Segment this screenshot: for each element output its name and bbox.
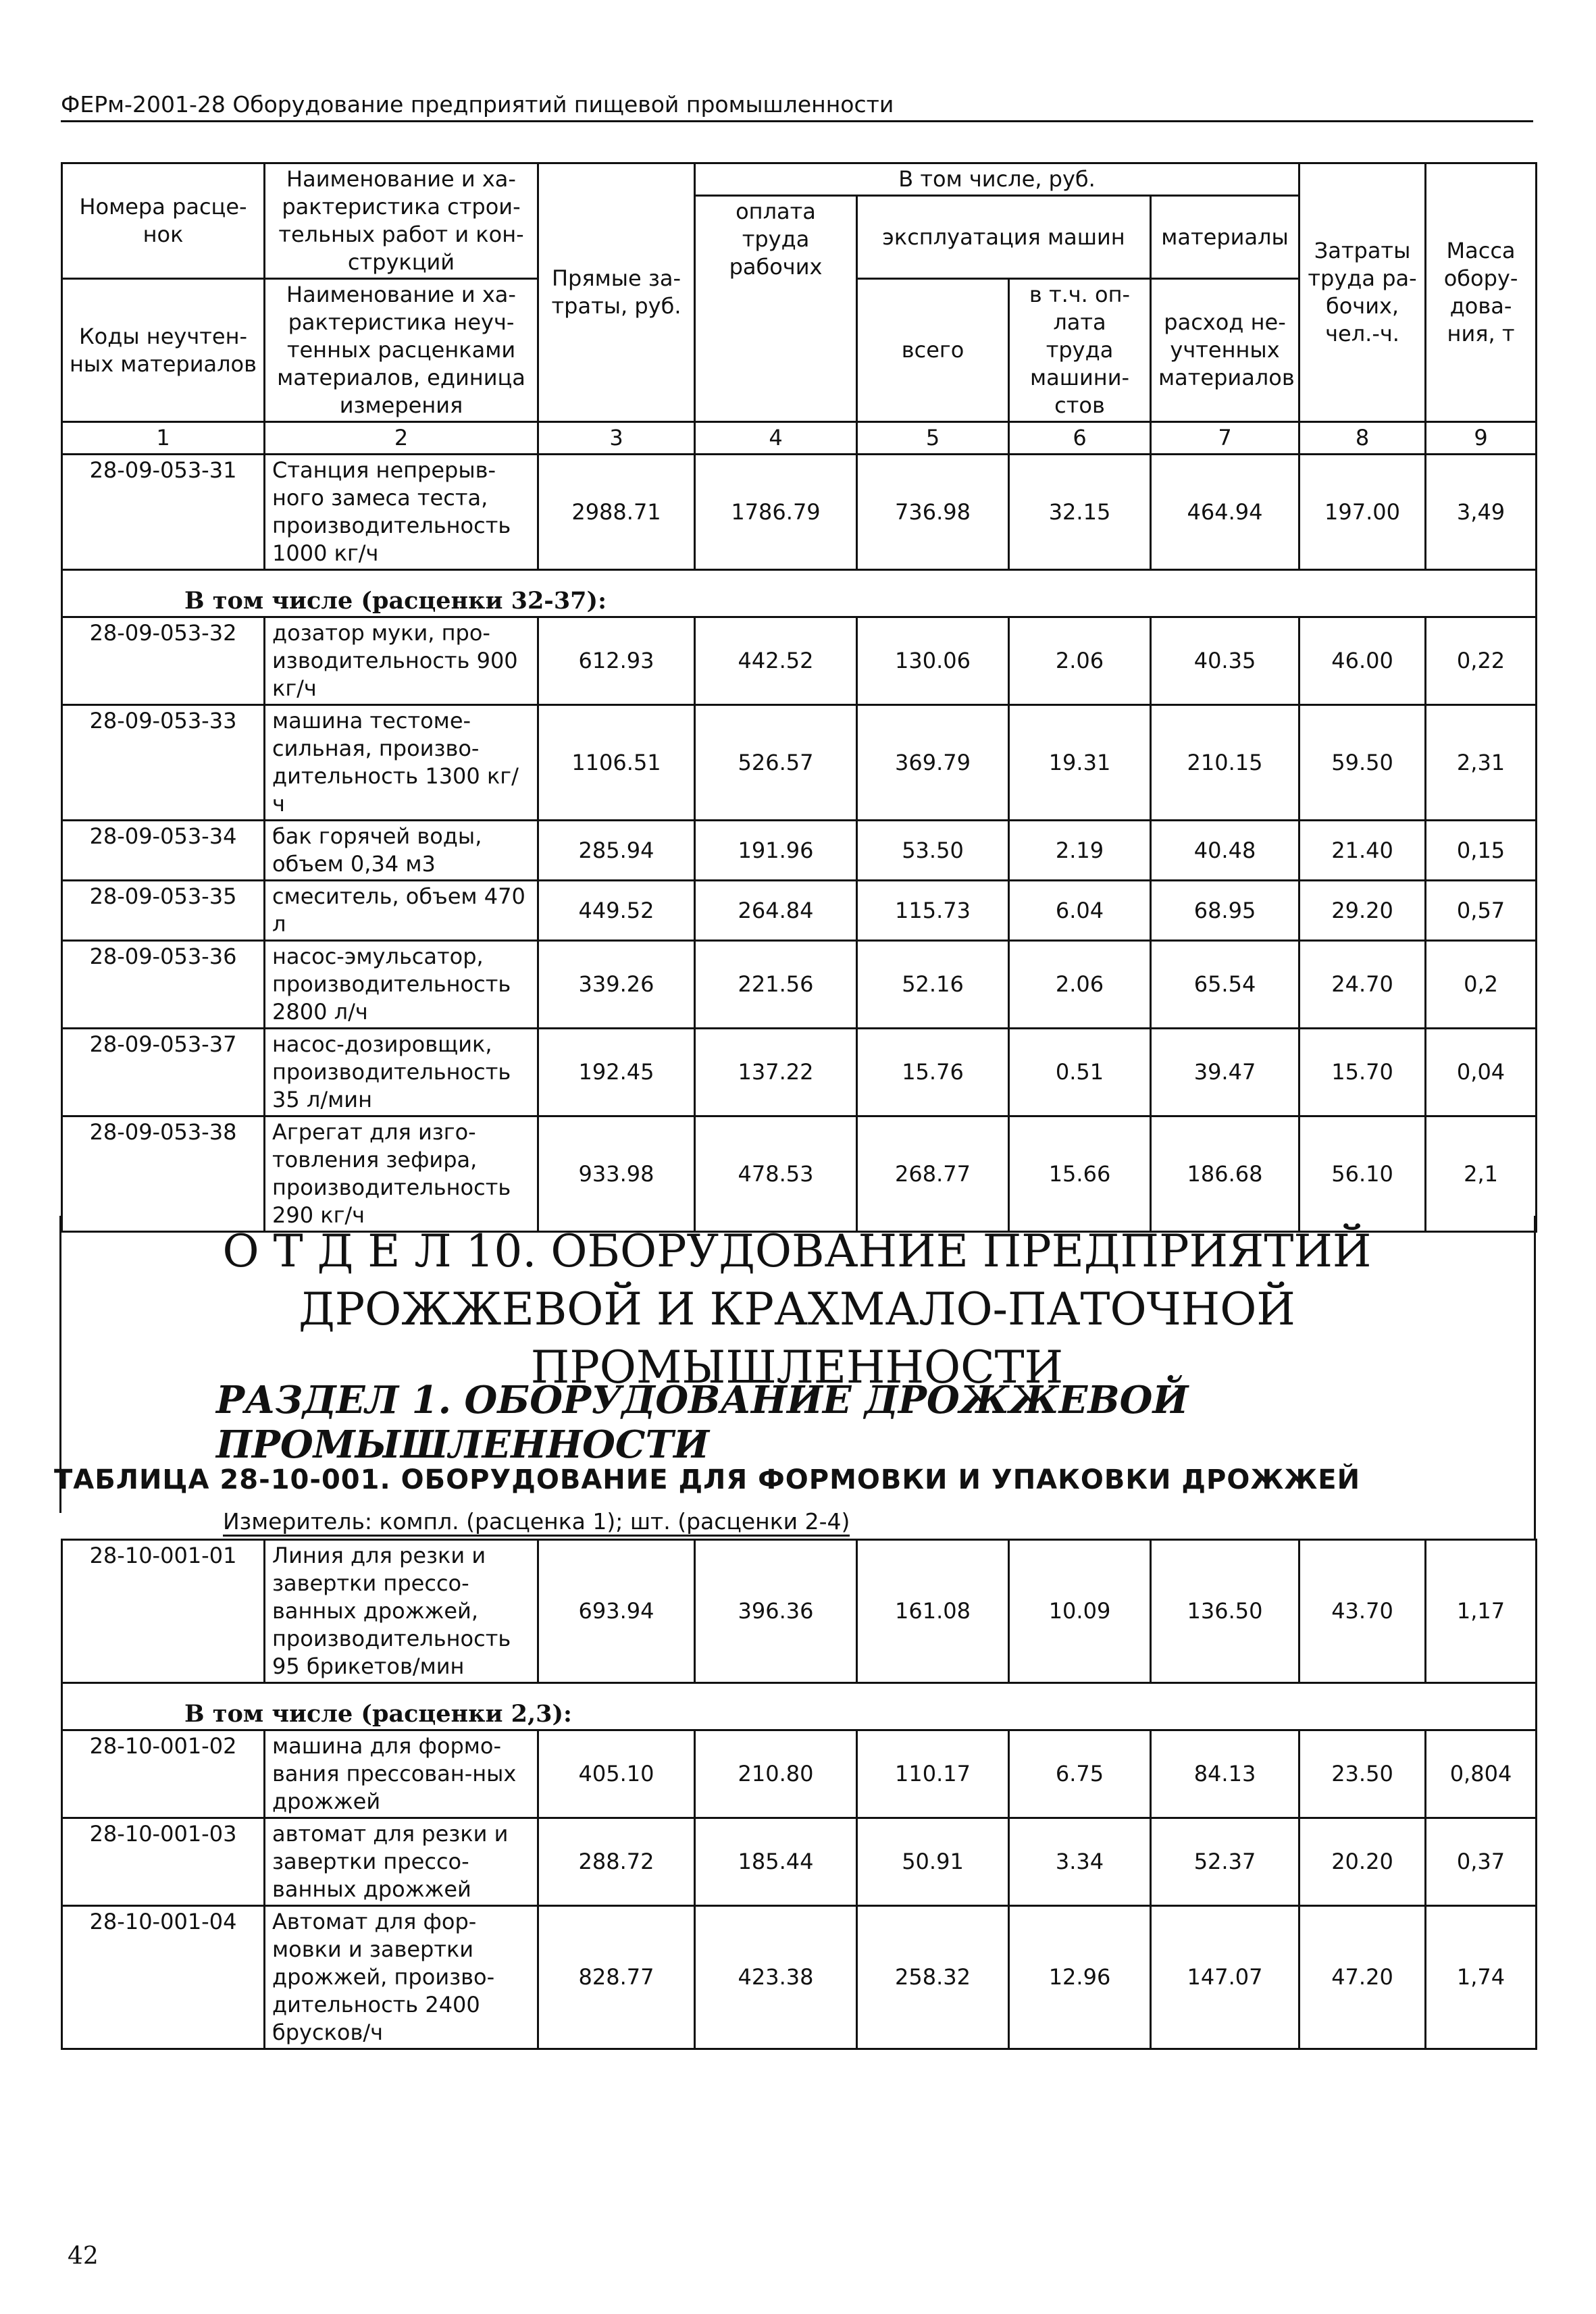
value-cell: 2988.71 xyxy=(538,455,695,570)
subsection-title: РАЗДЕЛ 1. ОБОРУДОВАНИЕ ДРОЖЖЕВОЙ ПРОМЫШЛЕННОСТИ xyxy=(216,1378,1189,1467)
table-title: ТАБЛИЦА 28-10-001. ОБОРУДОВАНИЕ ДЛЯ ФОРМОВКИ И УПАКОВКИ ДРОЖЖЕЙ xyxy=(54,1464,1361,1495)
col-number: 3 xyxy=(538,422,695,455)
running-header: ФЕРм-2001-28 Оборудование предприятий пищевой промышленности xyxy=(61,91,1533,122)
value-cell: 6.04 xyxy=(1009,881,1151,941)
table-row xyxy=(62,1906,1537,2049)
value-cell: 268.77 xyxy=(857,1116,1009,1232)
value-cell: 2,31 xyxy=(1426,705,1537,821)
value-cell: 15.70 xyxy=(1299,1029,1426,1116)
value-cell: 32.15 xyxy=(1009,455,1151,570)
col-number: 4 xyxy=(695,422,857,455)
value-cell: 19.31 xyxy=(1009,705,1151,821)
col-incl-header: В том числе, руб. xyxy=(695,163,1299,196)
value-cell: 423.38 xyxy=(695,1906,857,2049)
value-cell: 52.37 xyxy=(1151,1818,1299,1906)
value-cell: 53.50 xyxy=(857,821,1009,881)
col-unacc-consumption-header: расход не-учтенных материалов xyxy=(1151,279,1299,422)
subtitle-1: В том числе (расценки 32-37): xyxy=(62,570,1537,617)
table-row xyxy=(62,821,1537,881)
value-cell: 186.68 xyxy=(1151,1116,1299,1232)
value-cell: 0,04 xyxy=(1426,1029,1537,1116)
value-cell: 1786.79 xyxy=(695,455,857,570)
value-cell: 736.98 xyxy=(857,455,1009,570)
rate-code: 28-10-001-03 xyxy=(62,1818,265,1906)
value-cell: 2,1 xyxy=(1426,1116,1537,1232)
rate-name: машина для формо-вания прессован-ных дрожжей xyxy=(265,1730,538,1818)
col-number: 6 xyxy=(1009,422,1151,455)
value-cell: 612.93 xyxy=(538,617,695,705)
value-cell: 20.20 xyxy=(1299,1818,1426,1906)
value-cell: 65.54 xyxy=(1151,941,1299,1029)
value-cell: 1,74 xyxy=(1426,1906,1537,2049)
rate-name: насос-эмульсатор, производительность 2800 л/ч xyxy=(265,941,538,1029)
rate-code: 28-09-053-36 xyxy=(62,941,265,1029)
value-cell: 264.84 xyxy=(695,881,857,941)
value-cell: 285.94 xyxy=(538,821,695,881)
col-materials-header: материалы xyxy=(1151,196,1299,279)
rate-name: автомат для резки и завертки прессо-ванных дрожжей xyxy=(265,1818,538,1906)
value-cell: 0,57 xyxy=(1426,881,1537,941)
rows-group-3 xyxy=(62,1540,1537,1683)
value-cell: 29.20 xyxy=(1299,881,1426,941)
value-cell: 0,804 xyxy=(1426,1730,1537,1818)
value-cell: 210.15 xyxy=(1151,705,1299,821)
value-cell: 933.98 xyxy=(538,1116,695,1232)
value-cell: 39.47 xyxy=(1151,1029,1299,1116)
value-cell: 47.20 xyxy=(1299,1906,1426,2049)
rate-code: 28-10-001-02 xyxy=(62,1730,265,1818)
value-cell: 369.79 xyxy=(857,705,1009,821)
col-labor-header: Затраты труда ра-бочих, чел.-ч. xyxy=(1299,163,1426,422)
value-cell: 191.96 xyxy=(695,821,857,881)
subtitle-2: В том числе (расценки 2,3): xyxy=(62,1683,1537,1730)
rate-name: Агрегат для изго-товления зефира, производительность 290 кг/ч xyxy=(265,1116,538,1232)
col-labor-pay-header: оплата труда рабочих xyxy=(695,196,857,422)
rate-code: 28-09-053-38 xyxy=(62,1116,265,1232)
value-cell: 2.19 xyxy=(1009,821,1151,881)
col-direct-costs-header: Прямые за-траты, руб. xyxy=(538,163,695,422)
col-unacc-name-header: Наименование и ха-рактеристика неуч-тенных расценками материалов, единица измерения xyxy=(265,279,538,422)
rate-name: машина тестоме-сильная, произво-дительность 1300 кг/ч xyxy=(265,705,538,821)
rate-name: Автомат для фор-мовки и завертки дрожжей, произво-дительность 2400 брусков/ч xyxy=(265,1906,538,2049)
rate-name: бак горячей воды, объем 0,34 м3 xyxy=(265,821,538,881)
value-cell: 339.26 xyxy=(538,941,695,1029)
col-machines-total-header: всего xyxy=(857,279,1009,422)
value-cell: 405.10 xyxy=(538,1730,695,1818)
table-row xyxy=(62,1116,1537,1232)
rows-group-1 xyxy=(62,455,1537,570)
value-cell: 449.52 xyxy=(538,881,695,941)
value-cell: 161.08 xyxy=(857,1540,1009,1683)
value-cell: 46.00 xyxy=(1299,617,1426,705)
rate-code: 28-09-053-31 xyxy=(62,455,265,570)
value-cell: 40.35 xyxy=(1151,617,1299,705)
col-name-header: Наименование и ха-рактеристика строи-тельных работ и кон-струкций xyxy=(265,163,538,279)
section-title: О Т Д Е Л 10. ОБОРУДОВАНИЕ ПРЕДПРИЯТИЙ ДРОЖЖЕВОЙ И КРАХМАЛО-ПАТОЧНОЙ ПРОМЫШЛЕННОСТИ xyxy=(222,1225,1372,1393)
rate-name: насос-дозировщик, производительность 35 л/мин xyxy=(265,1029,538,1116)
value-cell: 50.91 xyxy=(857,1818,1009,1906)
value-cell: 0,22 xyxy=(1426,617,1537,705)
col-mass-header: Масса обору-дова-ния, т xyxy=(1426,163,1537,422)
col-number: 2 xyxy=(265,422,538,455)
rate-code: 28-09-053-35 xyxy=(62,881,265,941)
value-cell: 0,15 xyxy=(1426,821,1537,881)
value-cell: 0.51 xyxy=(1009,1029,1151,1116)
value-cell: 6.75 xyxy=(1009,1730,1151,1818)
table-row xyxy=(62,1818,1537,1906)
col-machines-header: эксплуатация машин xyxy=(857,196,1151,279)
rate-name: Линия для резки и завертки прессо-ванных дрожжей, производительность 95 брикетов/мин xyxy=(265,1540,538,1683)
value-cell: 21.40 xyxy=(1299,821,1426,881)
value-cell: 526.57 xyxy=(695,705,857,821)
rate-name: Станция непрерыв-ного замеса теста, производительность 1000 кг/ч xyxy=(265,455,538,570)
col-number: 1 xyxy=(62,422,265,455)
table-row xyxy=(62,705,1537,821)
col-number: 9 xyxy=(1426,422,1537,455)
value-cell: 828.77 xyxy=(538,1906,695,2049)
frame-right-border xyxy=(1534,1216,1536,1540)
table-row xyxy=(62,1540,1537,1683)
value-cell: 68.95 xyxy=(1151,881,1299,941)
rate-code: 28-09-053-34 xyxy=(62,821,265,881)
rate-name: смеситель, объем 470 л xyxy=(265,881,538,941)
value-cell: 1106.51 xyxy=(538,705,695,821)
value-cell: 693.94 xyxy=(538,1540,695,1683)
value-cell: 478.53 xyxy=(695,1116,857,1232)
value-cell: 258.32 xyxy=(857,1906,1009,2049)
value-cell: 0,2 xyxy=(1426,941,1537,1029)
rate-code: 28-09-053-33 xyxy=(62,705,265,821)
value-cell: 136.50 xyxy=(1151,1540,1299,1683)
rows-group-4 xyxy=(62,1730,1537,2049)
col-machinists-header: в т.ч. оп-лата труда машини-стов xyxy=(1009,279,1151,422)
value-cell: 23.50 xyxy=(1299,1730,1426,1818)
value-cell: 147.07 xyxy=(1151,1906,1299,2049)
rates-table xyxy=(61,162,1537,1233)
value-cell: 52.16 xyxy=(857,941,1009,1029)
value-cell: 56.10 xyxy=(1299,1116,1426,1232)
rate-code: 28-09-053-37 xyxy=(62,1029,265,1116)
value-cell: 43.70 xyxy=(1299,1540,1426,1683)
value-cell: 3,49 xyxy=(1426,455,1537,570)
value-cell: 10.09 xyxy=(1009,1540,1151,1683)
table-row xyxy=(62,455,1537,570)
value-cell: 137.22 xyxy=(695,1029,857,1116)
value-cell: 442.52 xyxy=(695,617,857,705)
value-cell: 192.45 xyxy=(538,1029,695,1116)
column-numbers-row xyxy=(62,422,1537,455)
value-cell: 197.00 xyxy=(1299,455,1426,570)
value-cell: 130.06 xyxy=(857,617,1009,705)
table-row xyxy=(62,881,1537,941)
col-unacc-codes-header: Коды неучтен-ных материалов xyxy=(62,279,265,422)
table-row xyxy=(62,1730,1537,1818)
table-row xyxy=(62,1029,1537,1116)
measure-line: Измеритель: компл. (расценка 1); шт. (расценки 2-4) xyxy=(223,1508,850,1537)
rows-group-2 xyxy=(62,617,1537,1232)
value-cell: 1,17 xyxy=(1426,1540,1537,1683)
page-number: 42 xyxy=(68,2242,99,2270)
value-cell: 59.50 xyxy=(1299,705,1426,821)
col-number: 7 xyxy=(1151,422,1299,455)
value-cell: 15.66 xyxy=(1009,1116,1151,1232)
value-cell: 288.72 xyxy=(538,1818,695,1906)
value-cell: 210.80 xyxy=(695,1730,857,1818)
value-cell: 15.76 xyxy=(857,1029,1009,1116)
value-cell: 12.96 xyxy=(1009,1906,1151,2049)
col-number: 5 xyxy=(857,422,1009,455)
col-num-rates-header: Номера расце-нок xyxy=(62,163,265,279)
value-cell: 221.56 xyxy=(695,941,857,1029)
value-cell: 464.94 xyxy=(1151,455,1299,570)
table-row xyxy=(62,941,1537,1029)
value-cell: 185.44 xyxy=(695,1818,857,1906)
value-cell: 3.34 xyxy=(1009,1818,1151,1906)
value-cell: 84.13 xyxy=(1151,1730,1299,1818)
table-row xyxy=(62,617,1537,705)
rate-name: дозатор муки, про-изводительность 900 кг/ч xyxy=(265,617,538,705)
rates-table-2 xyxy=(61,1539,1537,2050)
value-cell: 40.48 xyxy=(1151,821,1299,881)
value-cell: 396.36 xyxy=(695,1540,857,1683)
rate-code: 28-10-001-04 xyxy=(62,1906,265,2049)
value-cell: 110.17 xyxy=(857,1730,1009,1818)
rate-code: 28-09-053-32 xyxy=(62,617,265,705)
value-cell: 2.06 xyxy=(1009,941,1151,1029)
value-cell: 2.06 xyxy=(1009,617,1151,705)
value-cell: 115.73 xyxy=(857,881,1009,941)
col-number: 8 xyxy=(1299,422,1426,455)
rate-code: 28-10-001-01 xyxy=(62,1540,265,1683)
value-cell: 0,37 xyxy=(1426,1818,1537,1906)
value-cell: 24.70 xyxy=(1299,941,1426,1029)
